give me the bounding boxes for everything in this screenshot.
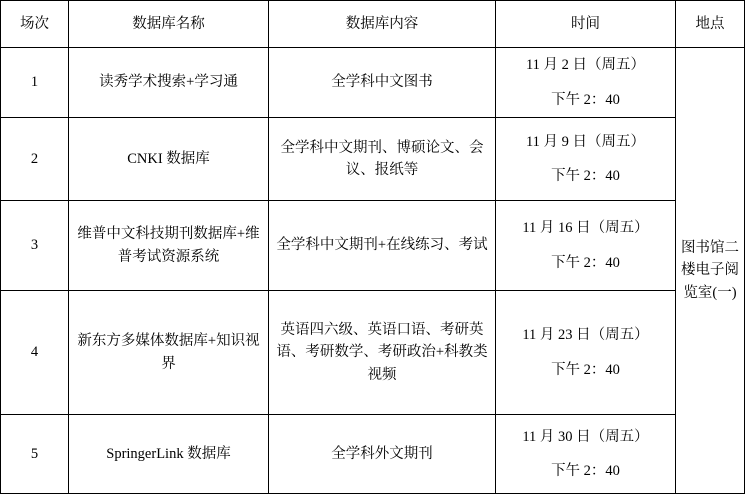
cell-time (496, 290, 676, 414)
time-clock: 下午 2：40 (551, 361, 620, 378)
column-header-database-name: 数据库名称 (69, 1, 269, 48)
time-date: 11 月 2 日（周五） (525, 57, 646, 74)
time-clock: 下午 2：40 (551, 463, 620, 480)
cell-time (496, 415, 676, 494)
cell-database-name: SpringerLink 数据库 (69, 415, 269, 494)
time-clock: 下午 2：40 (551, 91, 620, 108)
time-clock: 下午 2：40 (551, 168, 620, 185)
cell-database-name: 读秀学术搜索+学习通 (69, 48, 269, 118)
cell-session: 5 (1, 415, 69, 494)
cell-time (496, 48, 676, 118)
time-date: 11 月 30 日（周五） (522, 428, 649, 445)
table-header-row (1, 1, 745, 48)
column-header-place: 地点 (676, 1, 745, 48)
column-header-time: 时间 (496, 1, 676, 48)
place-label: 图书馆二楼电子阅览室(一) (681, 239, 739, 301)
table-row (1, 290, 745, 414)
cell-database-content: 英语四六级、英语口语、考研英语、考研数学、考研政治+科教类视频 (269, 290, 496, 414)
time-date: 11 月 9 日（周五） (525, 133, 646, 150)
time-clock: 下午 2：40 (551, 254, 620, 271)
table-header (1, 1, 745, 48)
cell-session: 3 (1, 201, 69, 291)
cell-database-name: 维普中文科技期刊数据库+维普考试资源系统 (69, 201, 269, 291)
time-date: 11 月 16 日（周五） (522, 220, 649, 237)
cell-session: 1 (1, 48, 69, 118)
time-date: 11 月 23 日（周五） (522, 327, 649, 344)
cell-database-content: 全学科外文期刊 (269, 415, 496, 494)
cell-place (676, 48, 745, 494)
cell-time (496, 201, 676, 291)
cell-database-name: CNKI 数据库 (69, 118, 269, 201)
cell-time (496, 118, 676, 201)
cell-database-content: 全学科中文期刊、博硕论文、会议、报纸等 (269, 118, 496, 201)
table-row (1, 201, 745, 291)
table-row (1, 48, 745, 118)
cell-session: 2 (1, 118, 69, 201)
table-row (1, 118, 745, 201)
table-row (1, 415, 745, 494)
column-header-database-content: 数据库内容 (269, 1, 496, 48)
cell-session: 4 (1, 290, 69, 414)
cell-database-content: 全学科中文期刊+在线练习、考试 (269, 201, 496, 291)
cell-database-name: 新东方多媒体数据库+知识视界 (69, 290, 269, 414)
table-body (1, 48, 745, 494)
cell-database-content: 全学科中文图书 (269, 48, 496, 118)
column-header-session: 场次 (1, 1, 69, 48)
